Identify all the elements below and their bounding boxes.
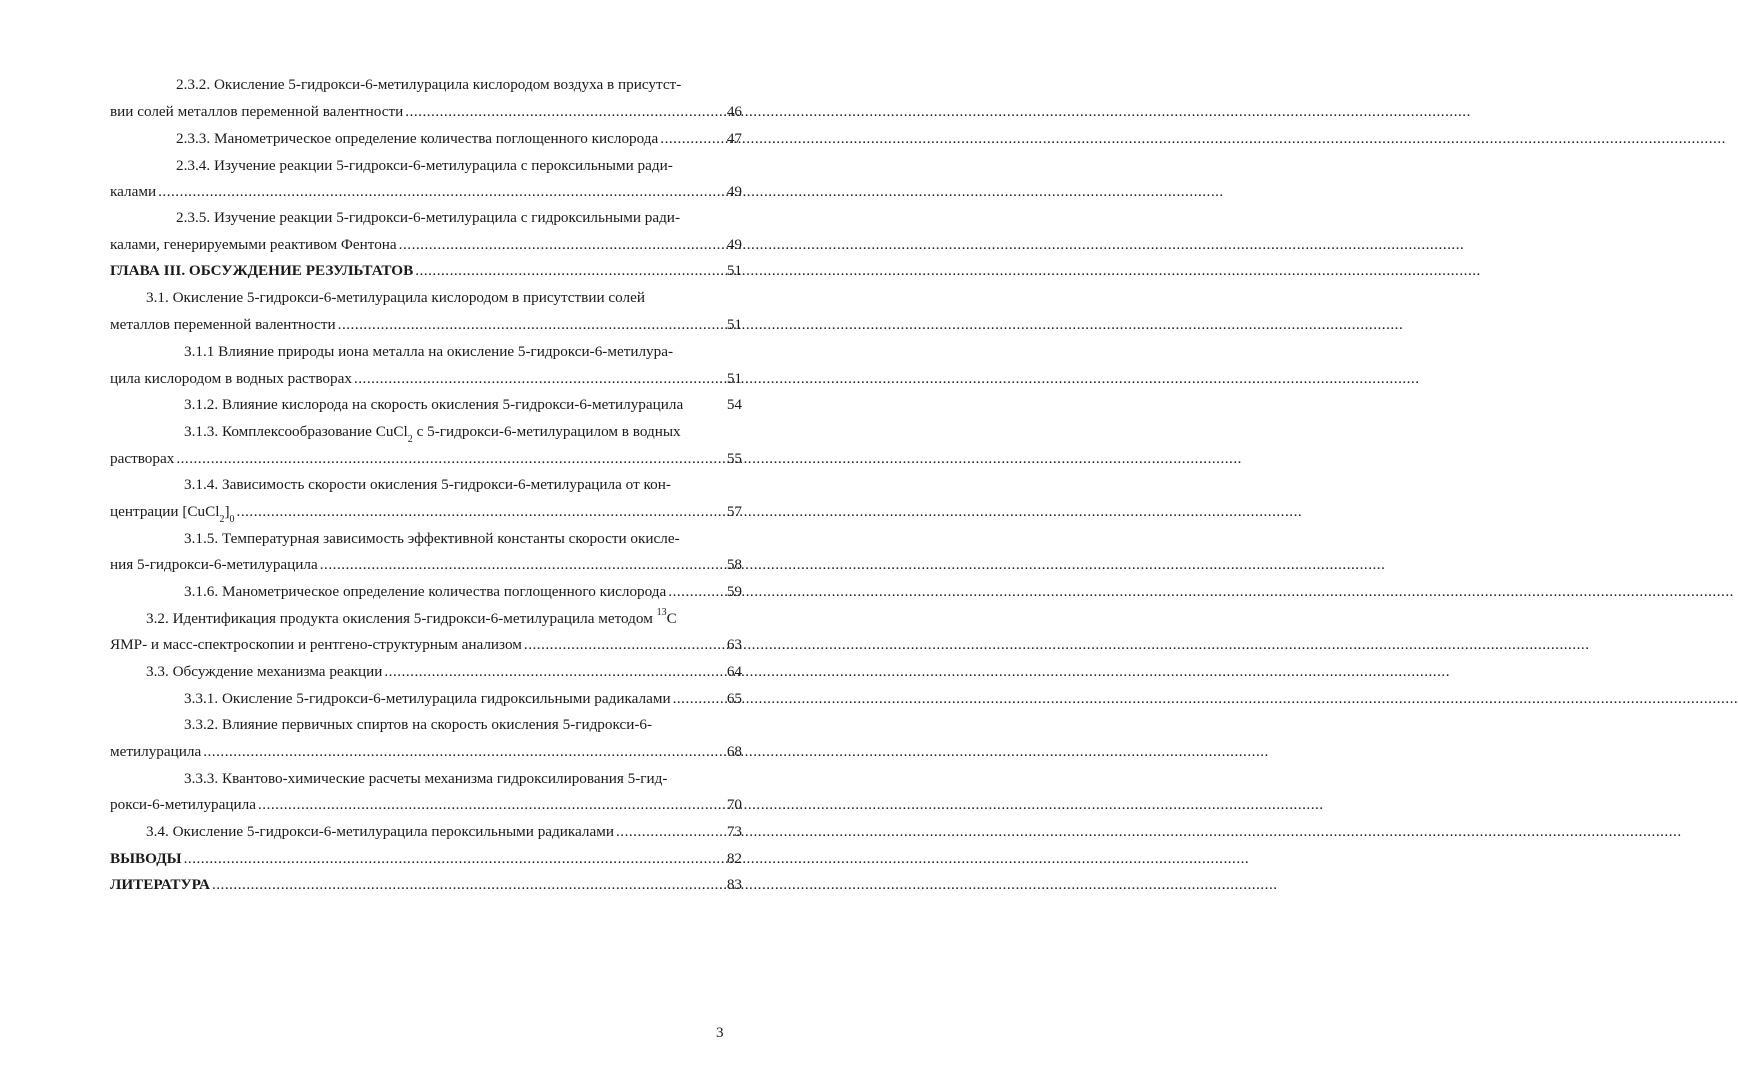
toc-page-ref: 68 bbox=[726, 743, 742, 760]
toc-page-ref: 83 bbox=[726, 876, 742, 893]
toc-entry-3-1-3-line1: 3.1.3. Комплексообразование CuCl$_2$ с 5-гидрокси-6-метилурацилом в водных bbox=[184, 423, 681, 446]
toc-entry-2-3-4: калами ..... 49 bbox=[110, 180, 742, 204]
toc-entry-3-3-3: рокси-6-метилурацила ..... 70 bbox=[110, 793, 742, 817]
toc-page-ref: 51 bbox=[726, 262, 742, 279]
toc-entry-3-2: ЯМР- и масс-спектроскопии и рентгено-структурным анализом ..... 63 bbox=[110, 633, 742, 657]
toc-page-ref: 55 bbox=[726, 450, 742, 467]
toc-page-ref: 57 bbox=[726, 503, 742, 520]
toc-entry-2-3-3: 2.3.3. Манометрическое определение количества поглощенного кислорода ..... 47 bbox=[176, 127, 742, 151]
leader-dots bbox=[201, 740, 712, 764]
toc-page-ref: 64 bbox=[726, 663, 742, 680]
toc-page-ref: 82 bbox=[726, 850, 742, 867]
toc-entry-2-3-5-line1: 2.3.5. Изучение реакции 5-гидрокси-6-метилурацила с гидроксильными ради- bbox=[176, 209, 680, 226]
toc-page-ref: 46 bbox=[726, 103, 742, 120]
leader-dots bbox=[235, 500, 712, 524]
toc-page-ref: 73 bbox=[726, 823, 742, 840]
toc-entry-3-3-1: 3.3.1. Окисление 5-гидрокси-6-метилурацила гидроксильными радикалами ..... 65 bbox=[184, 687, 742, 711]
toc-entry-3-1-3: растворах ..... 55 bbox=[110, 447, 742, 471]
toc-page-ref: 70 bbox=[726, 796, 742, 813]
toc-references: ЛИТЕРАТУРА ..... 83 bbox=[110, 873, 742, 897]
toc-page-ref: 63 bbox=[726, 636, 742, 653]
toc-entry-3-1-2: 3.1.2. Влияние кислорода на скорость окисления 5-гидрокси-6-метилурацила 54 bbox=[184, 393, 742, 417]
toc-conclusions: ВЫВОДЫ ..... 82 bbox=[110, 847, 742, 871]
toc-entry-3-2-line1: 3.2. Идентификация продукта окисления 5-гидрокси-6-метилурацила методом $^{13}$С bbox=[146, 606, 677, 627]
toc-page-ref: 49 bbox=[726, 183, 742, 200]
toc-entry-3-1-4: центрации $[CuCl_2]_0$ ..... 57 bbox=[110, 500, 742, 524]
toc-page-ref: 51 bbox=[726, 316, 742, 333]
leader-dots bbox=[256, 793, 712, 817]
toc-page-ref: 59 bbox=[726, 583, 742, 600]
leader-dots bbox=[352, 367, 712, 391]
toc-entry-3-3-2: метилурацила ..... 68 bbox=[110, 740, 742, 764]
toc-entry-3-1: металлов переменной валентности ..... 51 bbox=[110, 313, 742, 337]
toc-entry-2-3-5: калами, генерируемыми реактивом Фентона ..... 49 bbox=[110, 233, 742, 257]
leader-dots bbox=[666, 580, 712, 604]
toc-entry-2-3-4-line1: 2.3.4. Изучение реакции 5-гидрокси-6-метилурацила с пероксильными ради- bbox=[176, 157, 673, 174]
leader-dots bbox=[318, 553, 712, 577]
toc-entry-2-3-2: вии солей металлов переменной валентности ..... 46 bbox=[110, 100, 742, 124]
leader-dots bbox=[671, 687, 712, 711]
toc-page-ref: 49 bbox=[726, 236, 742, 253]
leader-dots bbox=[403, 100, 712, 124]
leader-dots bbox=[336, 313, 712, 337]
toc-chapter-3: ГЛАВА III. ОБСУЖДЕНИЕ РЕЗУЛЬТАТОВ ..... 51 bbox=[110, 259, 742, 283]
toc-entry-3-1-1: цила кислородом в водных растворах ..... 51 bbox=[110, 367, 742, 391]
page-number: 3 bbox=[716, 1024, 724, 1041]
leader-dots bbox=[522, 633, 712, 657]
leader-dots bbox=[182, 847, 712, 871]
toc-page-ref: 54 bbox=[726, 396, 742, 413]
leader-dots bbox=[210, 873, 712, 897]
toc-entry-3-1-1-line1: 3.1.1 Влияние природы иона металла на окисление 5-гидрокси-6-метилура- bbox=[184, 343, 674, 360]
leader-dots bbox=[413, 259, 712, 283]
toc-entry-3-1-5: ния 5-гидрокси-6-метилурацила ..... 58 bbox=[110, 553, 742, 577]
toc-entry-3-3-2-line1: 3.3.2. Влияние первичных спиртов на скорость окисления 5-гидрокси-6- bbox=[184, 716, 653, 733]
toc-entry-3-3-3-line1: 3.3.3. Квантово-химические расчеты механизма гидроксилирования 5-гид- bbox=[184, 770, 668, 787]
toc-entry-3-1-line1: 3.1. Окисление 5-гидрокси-6-метилурацила кислородом в присутствии солей bbox=[146, 289, 645, 306]
toc-page-ref: 47 bbox=[726, 130, 742, 147]
toc-page-ref: 65 bbox=[726, 690, 742, 707]
leader-dots bbox=[658, 127, 712, 151]
toc-entry-3-4: 3.4. Окисление 5-гидрокси-6-метилурацила пероксильными радикалами ..... 73 bbox=[146, 820, 742, 844]
leader-dots bbox=[156, 180, 712, 204]
toc-entry-3-1-5-line1: 3.1.5. Температурная зависимость эффективной константы скорости окисле- bbox=[184, 530, 680, 547]
leader-dots bbox=[174, 447, 712, 471]
toc-entry-3-1-4-line1: 3.1.4. Зависимость скорости окисления 5-гидрокси-6-метилурацила от кон- bbox=[184, 476, 671, 493]
toc-entry-3-3: 3.3. Обсуждение механизма реакции ..... 64 bbox=[146, 660, 742, 684]
toc-page bbox=[0, 0, 792, 1083]
toc-entry-3-1-6: 3.1.6. Манометрическое определение количества поглощенного кислорода ..... 59 bbox=[184, 580, 742, 604]
leader-dots bbox=[397, 233, 712, 257]
toc-entry-2-3-2-line1: 2.3.2. Окисление 5-гидрокси-6-метилурацила кислородом воздуха в присутст- bbox=[176, 76, 682, 93]
toc-page-ref: 51 bbox=[726, 370, 742, 387]
leader-dots bbox=[614, 820, 712, 844]
toc-page-ref: 58 bbox=[726, 556, 742, 573]
leader-dots bbox=[382, 660, 712, 684]
